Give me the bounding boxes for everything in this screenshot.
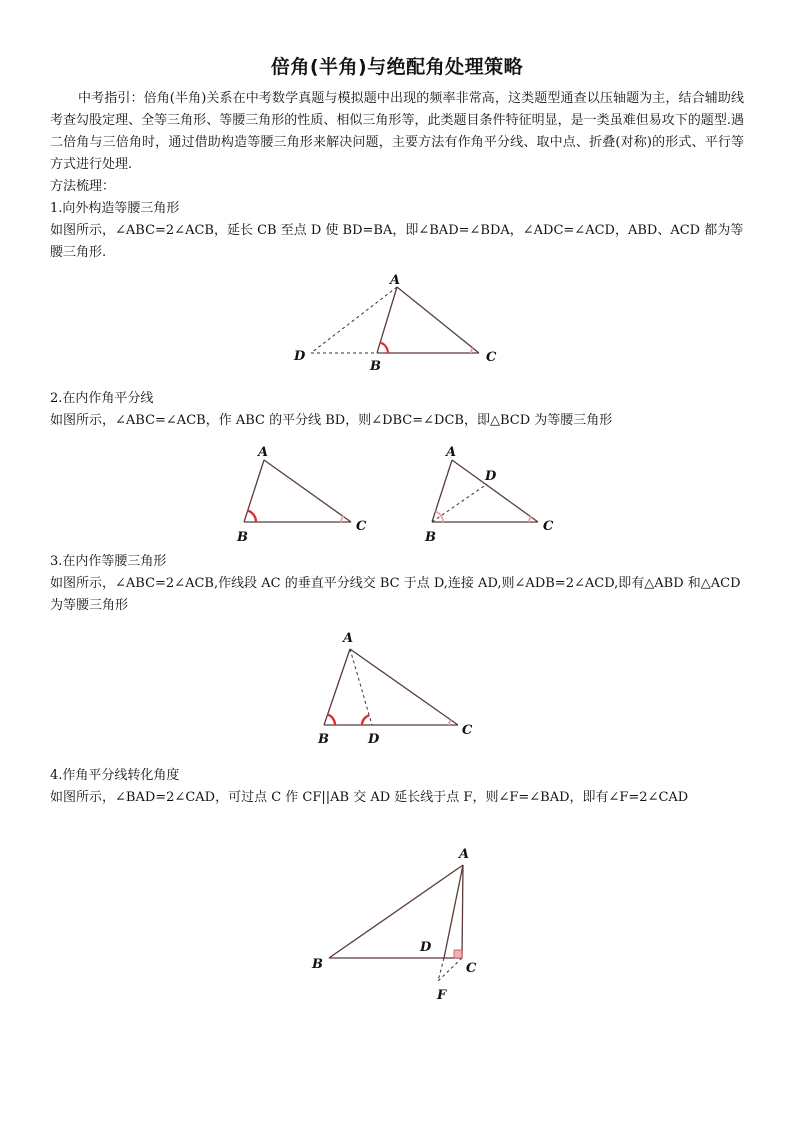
- label-c: C: [356, 519, 367, 534]
- angle-mark-c: [341, 516, 344, 522]
- label-d: D: [294, 349, 306, 364]
- figure-3: [317, 631, 473, 747]
- angle-mark-b: [248, 511, 257, 523]
- section-1-body: 如图所示，∠ABC=2∠ACB，延长 CB 至点 D 使 BD=BA，即∠BAD=∠BDA，∠ADC=∠ACD，ABD、ACD 都为等腰三角形.: [50, 223, 744, 260]
- label-a: A: [343, 631, 354, 646]
- right-angle-mark: [454, 950, 462, 958]
- section-4-heading: 4.作角平分线转化角度: [50, 768, 180, 783]
- figure-2a: [236, 445, 367, 545]
- label-b: B: [312, 957, 323, 972]
- section-3-heading: 3.在内作等腰三角形: [50, 554, 167, 569]
- label-b: B: [370, 359, 381, 374]
- label-d: D: [368, 732, 380, 747]
- label-a: A: [459, 847, 470, 862]
- label-a: A: [390, 273, 401, 288]
- label-c: C: [543, 519, 554, 534]
- angle-mark-c: [529, 517, 531, 523]
- angle-mark-b: [380, 343, 388, 354]
- label-b: B: [318, 732, 329, 747]
- method-heading: 方法梳理：: [50, 179, 116, 194]
- label-c: C: [466, 961, 477, 976]
- intro-paragraph: 中考指引：倍角(半角)关系在中考数学真题与模拟题中出现的频率非常高，这类题型通查以压轴题为主，结合辅助线考查勾股定理、全等三角形、等腰三角形的性质、相似三角形等，此类题目条件特征明显，是一类虽难但易攻下的题型.遇二倍角与三倍角时，通过借助构造等腰三角形来解决问题，主要方法有作角平分线、取中点、折叠(对称)的形式、平行等方式进行处理.: [50, 91, 744, 172]
- figure-1: [293, 273, 497, 374]
- angle-mark-c: [471, 348, 473, 353]
- section-1-heading: 1.向外构造等腰三角形: [50, 201, 180, 216]
- label-c: C: [462, 723, 473, 738]
- angle-mark-d: [362, 715, 369, 725]
- section-2-heading: 2.在内作角平分线: [50, 391, 154, 406]
- section-4-body: 如图所示，∠BAD=2∠CAD，可过点 C 作 CF||AB 交 AD 延长线于点 F，则∠F=∠BAD，即有∠F=2∠CAD: [50, 790, 689, 805]
- label-c: C: [486, 350, 497, 365]
- section-2-body: 如图所示，∠ABC=∠ACB，作 ABC 的平分线 BD，则∠DBC=∠DCB，即△BCD 为等腰三角形: [50, 413, 613, 428]
- figure-2b: [424, 445, 554, 545]
- label-d: D: [420, 940, 432, 955]
- label-d: D: [485, 469, 497, 484]
- angle-mark-b: [328, 715, 336, 726]
- section-3-body: 如图所示，∠ABC=2∠ACB,作线段 AC 的垂直平分线交 BC 于点 D,连接 AD,则∠ADB=2∠ACD,即有△ABD 和△ACD 为等腰三角形: [50, 576, 741, 613]
- label-b: B: [237, 530, 248, 545]
- label-b: B: [425, 530, 436, 545]
- label-a: A: [258, 445, 269, 460]
- label-a: A: [446, 445, 457, 460]
- figure-4: [311, 847, 477, 1003]
- label-f: F: [437, 988, 447, 1003]
- page-title: 倍角(半角)与绝配角处理策略: [270, 56, 524, 78]
- angle-mark-c: [449, 720, 451, 725]
